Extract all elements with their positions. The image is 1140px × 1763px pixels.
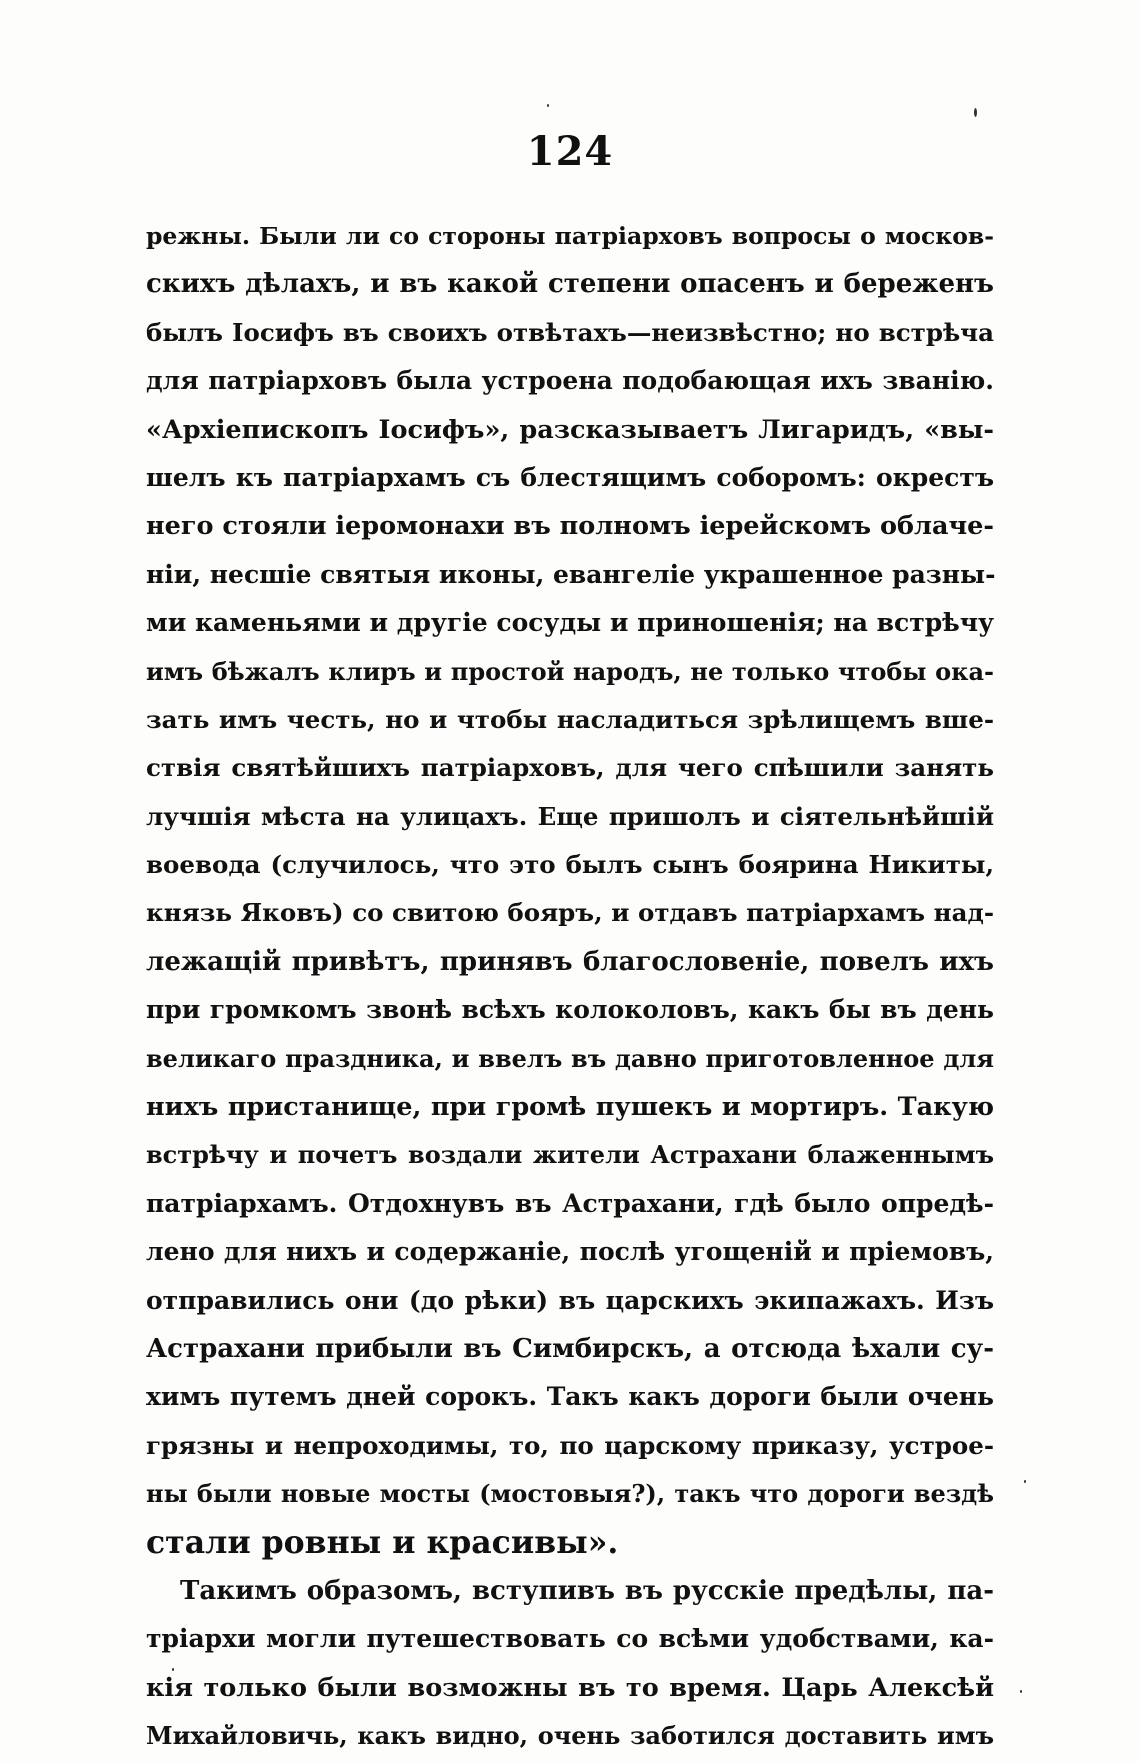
text-line: лено для нихъ и содержаніе, послѣ угощеній и пріемовъ, — [146, 1237, 994, 1267]
text-line: стали ровны и красивы». — [146, 1523, 619, 1561]
text-line: встрѣчу и почетъ воздали жители Астрахани блаженнымъ — [146, 1140, 994, 1170]
text-line: великаго праздника, и ввелъ въ давно приготовленное для — [146, 1043, 994, 1073]
page-number: 124 — [526, 128, 614, 175]
text-line: ствія святѣйшихъ патріарховъ, для чего спѣшили занять — [146, 753, 994, 783]
text-line: лежащій привѣтъ, принявъ благословеніе, повелъ ихъ — [146, 946, 994, 977]
text-line: грязны и непроходимы, то, по царскому приказу, устрое- — [146, 1430, 994, 1460]
text-line: Такимъ образомъ, вступивъ въ русскіе предѣлы, па- — [180, 1575, 994, 1606]
text-line: шелъ къ патріархамъ съ блестящимъ соборомъ: окрестъ — [146, 462, 994, 492]
text-line: ны были новые мосты (мостовыя?), такъ что дороги вездѣ — [146, 1479, 994, 1509]
text-line: химъ путемъ дней сорокъ. Такъ какъ дороги были очень — [146, 1382, 994, 1412]
text-line: кія только были возможны въ то время. Царь Алексѣй — [146, 1672, 994, 1703]
text-line: зать имъ честь, но и чтобы насладиться зрѣлищемъ вше- — [146, 704, 994, 734]
text-line: для патріарховъ была устроена подобающая ихъ званію. — [146, 366, 994, 396]
scan-speck — [974, 108, 977, 117]
text-line: лучшія мѣста на улицахъ. Еще пришолъ и сіятельнѣйшій — [146, 801, 994, 831]
text-line: ніи, несшіе святыя иконы, евангеліе украшенное разны- — [146, 559, 996, 589]
text-line: тріархи могли путешествовать со всѣми удобствами, ка- — [146, 1624, 994, 1654]
text-line: воевода (случилось, что это былъ сынъ боярина Никиты, — [146, 850, 994, 880]
text-line: князь Яковъ) со свитою бояръ, и отдавъ патріархамъ над- — [146, 898, 994, 928]
text-line: патріархамъ. Отдохнувъ въ Астрахани, гдѣ было опредѣ- — [146, 1188, 994, 1218]
text-line: нихъ пристанище, при громѣ пушекъ и мортиръ. Такую — [146, 1092, 994, 1123]
text-line: ми каменьями и другіе сосуды и приношенія; на встрѣчу — [146, 608, 995, 638]
text-line: скихъ дѣлахъ, и въ какой степени опасенъ и береженъ — [146, 269, 994, 300]
text-line: него стояли іеромонахи въ полномъ іерейскомъ облаче- — [146, 511, 994, 542]
text-line: Астрахани прибыли въ Симбирскъ, а отсюда ѣхали су- — [146, 1333, 994, 1364]
scan-speck — [547, 104, 549, 107]
text-line: отправились они (до рѣки) въ царскихъ экипажахъ. Изъ — [146, 1285, 994, 1315]
text-line: режны. Были ли со стороны патріарховъ вопросы о москов- — [146, 222, 994, 250]
scan-speck — [172, 1668, 174, 1671]
scan-speck — [1020, 1690, 1022, 1693]
text-line: имъ бѣжалъ клиръ и простой народъ, не только чтобы ока- — [146, 656, 994, 686]
text-line: «Архіепископъ Іосифъ», разсказываетъ Лигаридъ, «вы- — [146, 414, 994, 445]
scan-speck — [1024, 1480, 1026, 1483]
body-text — [146, 212, 994, 1761]
text-line: былъ Іосифъ въ своихъ отвѣтахъ—неизвѣстно; но встрѣча — [146, 317, 994, 347]
text-line: при громкомъ звонѣ всѣхъ колоколовъ, какъ бы въ день — [146, 995, 994, 1025]
text-line: Михайловичь, какъ видно, очень заботился доставить имъ — [146, 1721, 994, 1751]
